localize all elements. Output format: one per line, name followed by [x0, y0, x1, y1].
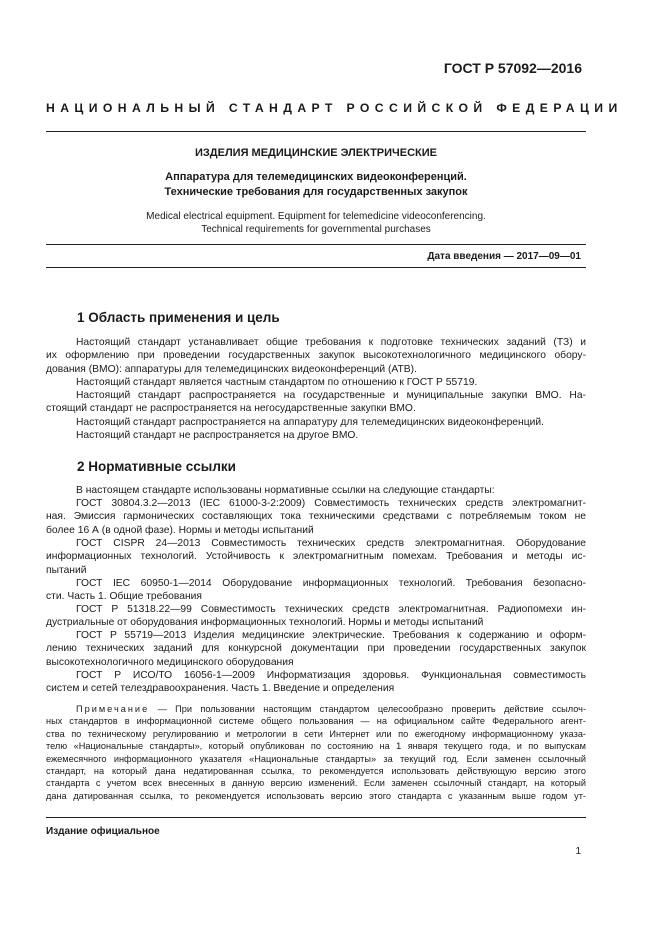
- paragraph: [46, 336, 586, 376]
- reference-line: систем и сетей телездравоохранения. Часть 1. Введение и определения: [46, 683, 395, 695]
- title-english-line: Technical requirements for governmental purchases: [201, 224, 431, 235]
- introduction-date: Дата введения — 2017—09—01: [427, 251, 581, 262]
- reference-entry: [46, 577, 586, 604]
- reference-line: ГОСТ Р 51318.22—99 Совместимость технических средств электромагнитная. Радиопомехи ин-: [76, 604, 586, 615]
- reference-entry: [46, 537, 586, 577]
- note-line: ежемесячного информационного указателя «Национальные стандарты» за текущий год. Если заменен ссылочный: [46, 753, 586, 764]
- national-standard-heading: НАЦИОНАЛЬНЫЙ СТАНДАРТ РОССИЙСКОЙ ФЕДЕРАЦИИ: [46, 101, 623, 115]
- divider-footer: [46, 817, 586, 818]
- paragraph: [46, 429, 586, 442]
- note-line: ства по техническому регулированию и метрологии в сети Интернет или по ежегодному информационному указа-: [46, 728, 586, 739]
- paragraph: [46, 484, 586, 497]
- reference-line: лению технических заданий для конкурсной документации при проведении государственных закупок: [46, 643, 586, 655]
- reference-line: ГОСТ Р 55719—2013 Изделия медицинские электрические. Требования к содержанию и оформ-: [76, 630, 586, 641]
- paragraph: [46, 416, 586, 429]
- paragraph-line: дования (ВМО): аппаратуры для телемедицинских видеоконференций (АТВ).: [46, 363, 417, 375]
- note-line: дана датированная ссылка, то рекомендуется использовать версию этого стандарта с указанным выше годом ут-: [46, 790, 586, 801]
- official-edition-label: Издание официальное: [46, 826, 160, 837]
- reference-line: ГОСТ CISPR 24—2013 Совместимость технических средств электромагнитная. Оборудование: [76, 538, 586, 549]
- paragraph-line: стоящий стандарт не распространяется на негосударственные закупки ВМО.: [46, 403, 416, 415]
- note-line: стандарт, на который дана недатированная ссылка, то рекомендуется использовать действующую версию этого: [46, 766, 586, 777]
- paragraph-line: Настоящий стандарт является частным стандартом по отношению к ГОСТ Р 55719.: [76, 377, 478, 388]
- reference-line: более 16 А (в одной фазе). Нормы и методы испытаний: [46, 524, 314, 536]
- note-line: телю «Национальные стандарты», который опубликован по состоянию на 1 января текущего года, и по выпускам: [46, 741, 586, 752]
- note-line: Примечание — При пользовании настоящим стандартом целесообразно проверить действие ссылоч-: [76, 704, 586, 714]
- divider-date-bottom: [46, 267, 586, 268]
- divider-top: [46, 131, 586, 132]
- paragraph-line: Настоящий стандарт не распространяется на другое ВМО.: [76, 430, 359, 441]
- title-sub-line: Технические требования для государственных закупок: [164, 186, 468, 198]
- title-english: [46, 210, 586, 236]
- title-main: ИЗДЕЛИЯ МЕДИЦИНСКИЕ ЭЛЕКТРИЧЕСКИЕ: [194, 147, 438, 159]
- paragraph-line: В настоящем стандарте использованы нормативные ссылки на следующие стандарты:: [76, 485, 495, 496]
- title-english-line: Medical electrical equipment. Equipment for telemedicine videoconferencing.: [146, 211, 486, 222]
- reference-line: дустриальные от оборудования информационных технологий. Нормы и методы испытаний: [46, 617, 484, 629]
- note-block: [46, 703, 586, 802]
- paragraph-line: их оформлению при проведении государственных закупок высокотехнологичного медицинского обору-: [46, 350, 586, 362]
- paragraph: [46, 376, 586, 389]
- divider-date: [46, 244, 586, 245]
- standard-number: ГОСТ Р 57092—2016: [443, 60, 582, 76]
- reference-line: высокотехнологичного медицинского оборудования: [46, 656, 294, 668]
- paragraph: [46, 389, 586, 416]
- reference-line: информационных технологий. Устойчивость к электромагнитным помехам. Требования и методы ис-: [46, 551, 586, 563]
- reference-line: ГОСТ 30804.3.2—2013 (IEC 61000-3-2:2009) Совместимость технических средств электромагнит-: [76, 498, 586, 509]
- reference-line: пытаний: [46, 564, 87, 576]
- reference-entry: [46, 603, 586, 630]
- reference-entry: [46, 497, 586, 537]
- reference-entry: [46, 669, 586, 696]
- section-2-heading: 2 Нормативные ссылки: [77, 459, 236, 474]
- paragraph-line: Настоящий стандарт распространяется на государственные и муниципальные закупки ВМО. На-: [76, 390, 586, 401]
- section-1-heading: 1 Область применения и цель: [77, 310, 280, 325]
- reference-line: ная. Эмиссия гармонических составляющих тока техническими средствами с потребляемым током не: [46, 511, 586, 523]
- title-sub-line: Аппаратура для телемедицинских видеоконференций.: [165, 171, 467, 183]
- page-number: 1: [575, 846, 581, 857]
- note-line: ных стандартов в информационной системе общего пользования — на официальном сайте Федерального агент-: [46, 716, 586, 727]
- reference-line: сти. Часть 1. Общие требования: [46, 591, 202, 603]
- paragraph-line: Настоящий стандарт устанавливает общие требования к подготовке технических заданий (ТЗ) и: [76, 337, 586, 348]
- reference-line: ГОСТ IEC 60950-1—2014 Оборудование информационных технологий. Требования безопасно-: [76, 578, 586, 589]
- reference-entry: [46, 629, 586, 669]
- note-label: Примечание: [76, 704, 150, 714]
- reference-line: ГОСТ Р ИСО/ТО 16056-1—2009 Информатизация здоровья. Функциональная совместимость: [76, 670, 586, 681]
- paragraph-line: Настоящий стандарт распространяется на аппаратуру для телемедицинских видеоконференций.: [76, 417, 544, 428]
- title-sub: [46, 170, 586, 200]
- note-line: стандарта с учетом всех внесенных в данную версию изменений. Если заменен ссылочный стандарт, на который: [46, 778, 586, 789]
